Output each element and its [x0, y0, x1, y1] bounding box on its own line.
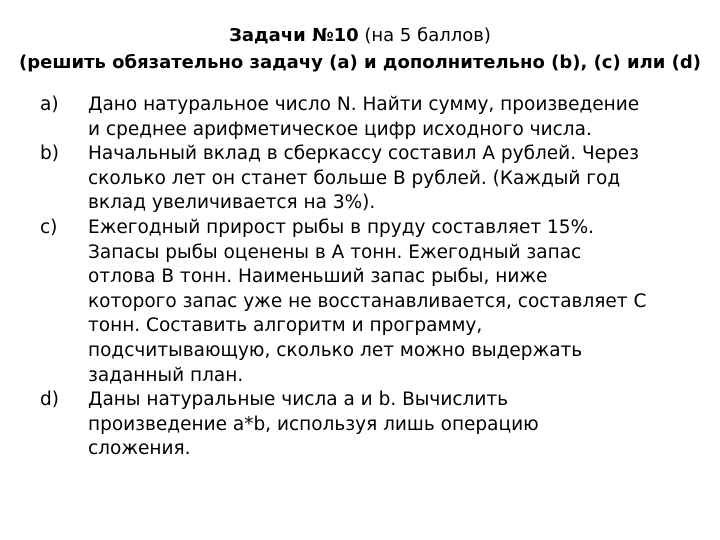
task-item-d	[40, 388, 705, 462]
task-item-a	[40, 93, 705, 142]
task-line: Запасы рыбы оценены в А тонн. Ежегодный запас	[88, 241, 582, 263]
task-line: которого запас уже не восстанавливается, составляет С	[88, 290, 647, 312]
title-subtitle: (решить обязательно задачу (a) и дополнительно (b), (c) или (d)	[19, 52, 701, 73]
task-line: произведение a*b, используя лишь операцию	[88, 413, 539, 435]
task-marker: d)	[40, 389, 59, 411]
task-line: Даны натуральные числа a и b. Вычислить	[88, 389, 509, 411]
task-line: сложения.	[88, 438, 191, 460]
task-line: Начальный вклад в сберкассу составил А рублей. Через	[88, 143, 639, 165]
task-line: вклад увеличивается на 3%).	[88, 192, 376, 214]
slide-title	[0, 22, 720, 76]
title-rest-text: (на 5 баллов)	[358, 25, 491, 46]
title-line	[0, 22, 720, 49]
task-line: тонн. Составить алгоритм и программу,	[88, 315, 483, 337]
task-line: и среднее арифметическое цифр исходного числа.	[88, 118, 592, 140]
task-line: Ежегодный прирост рыбы в пруду составляет 15%.	[88, 216, 595, 238]
task-item-c	[40, 216, 705, 388]
title-bold-text: Задачи №10	[229, 25, 359, 46]
task-line: отлова В тонн. Наименьший запас рыбы, ниже	[88, 266, 548, 288]
task-marker: c)	[40, 216, 58, 238]
task-marker: b)	[40, 143, 59, 165]
task-line: сколько лет он станет больше В рублей. (Каждый год	[88, 167, 621, 189]
task-line: Дано натуральное число N. Найти сумму, произведение	[88, 94, 640, 115]
task-line: заданный план.	[88, 364, 244, 386]
task-marker: a)	[40, 94, 59, 115]
task-item-b	[40, 142, 705, 216]
task-list	[40, 93, 705, 462]
task-line: подсчитывающую, сколько лет можно выдержать	[88, 339, 583, 361]
